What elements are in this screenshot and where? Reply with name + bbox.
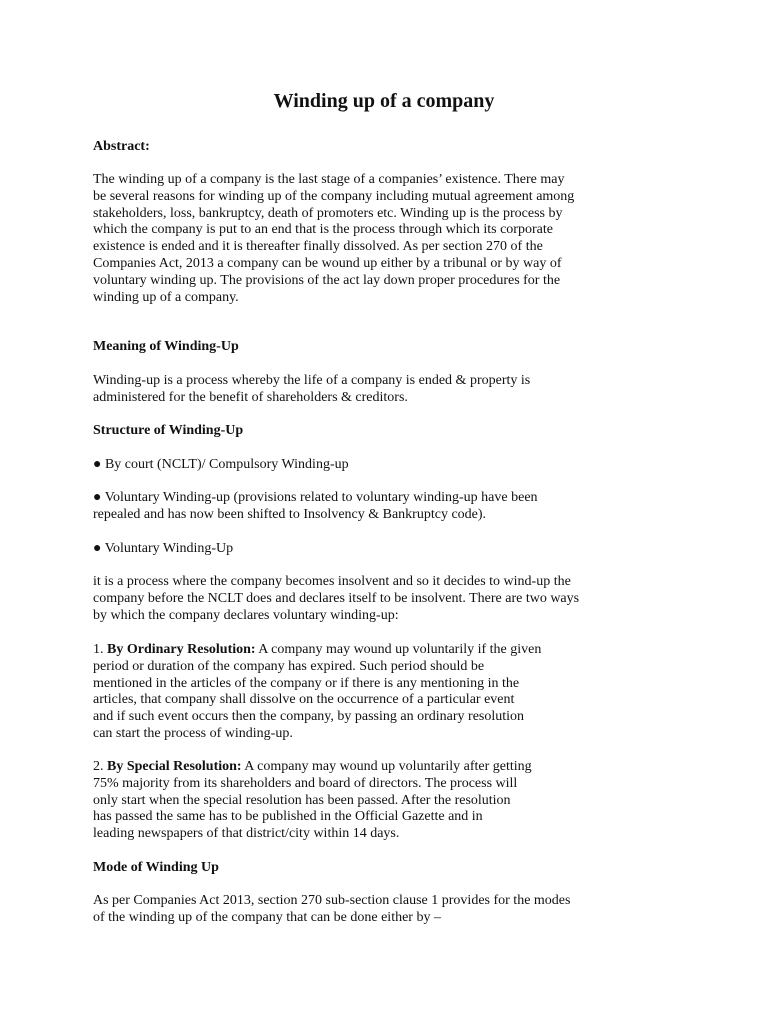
abstract-line: Companies Act, 2013 a company can be wound up either by a tribunal or by way of <box>93 255 562 271</box>
special-resolution-item <box>93 759 653 843</box>
ordinary-line: articles, that company shall dissolve on the occurrence of a particular event <box>93 692 515 708</box>
meaning-line: administered for the benefit of shareholders & creditors. <box>93 389 408 405</box>
abstract-paragraph <box>93 172 653 306</box>
meaning-line: Winding-up is a process whereby the life of a company is ended & property is <box>93 373 531 388</box>
special-line: only start when the special resolution has been passed. After the resolution <box>93 792 511 808</box>
special-line: 75% majority from its shareholders and board of directors. The process will <box>93 775 518 791</box>
structure-heading: Structure of Winding-Up <box>93 423 244 438</box>
special-label: By Special Resolution: <box>107 759 242 774</box>
abstract-line: The winding up of a company is the last stage of a companies’ existence. There may <box>93 172 565 187</box>
special-first-line <box>93 759 653 776</box>
ordinary-resolution-item <box>93 642 653 743</box>
ordinary-line: and if such event occurs then the company, by passing an ordinary resolution <box>93 709 525 725</box>
abstract-line: which the company is put to an end that is the process through which its corporate <box>93 222 553 238</box>
abstract-line: existence is ended and it is thereafter finally dissolved. As per section 270 of the <box>93 239 543 255</box>
meaning-paragraph <box>93 373 653 407</box>
special-line: has passed the same has to be published in the Official Gazette and in <box>93 809 483 825</box>
voluntary-paragraph <box>93 574 653 624</box>
ordinary-number: 1. <box>93 642 107 657</box>
ordinary-line: mentioned in the articles of the company or if there is any mentioning in the <box>93 675 520 691</box>
mode-paragraph <box>93 893 653 927</box>
abstract-line: stakeholders, loss, bankruptcy, death of promoters etc. Winding up is the process by <box>93 205 563 221</box>
abstract-line: voluntary winding up. The provisions of the act lay down proper procedures for the <box>93 272 561 288</box>
mode-heading: Mode of Winding Up <box>93 860 219 875</box>
bullet-voluntary: ● Voluntary Winding-Up <box>93 541 234 556</box>
special-line: leading newspapers of that district/city within 14 days. <box>93 826 400 842</box>
ordinary-first-text: A company may wound up voluntarily if the given <box>255 642 542 657</box>
meaning-heading: Meaning of Winding-Up <box>93 339 239 354</box>
special-first-text: A company may wound up voluntarily after getting <box>241 759 532 774</box>
bullet-line: repealed and has now been shifted to Insolvency & Bankruptcy code). <box>93 506 487 522</box>
bullet-line: ● Voluntary Winding-up (provisions related to voluntary winding-up have been <box>93 490 538 505</box>
special-number: 2. <box>93 759 107 774</box>
ordinary-label: By Ordinary Resolution: <box>107 642 256 657</box>
bullet-compulsory: ● By court (NCLT)/ Compulsory Winding-up <box>93 457 349 472</box>
bullet-voluntary-repealed <box>93 490 653 524</box>
abstract-line: be several reasons for winding up of the company including mutual agreement among <box>93 188 575 204</box>
voluntary-line: it is a process where the company becomes insolvent and so it decides to wind-up the <box>93 574 571 589</box>
document-title: Winding up of a company <box>273 90 495 112</box>
ordinary-line: can start the process of winding-up. <box>93 725 293 741</box>
abstract-line: winding up of a company. <box>93 289 239 305</box>
ordinary-first-line <box>93 642 653 659</box>
abstract-heading: Abstract: <box>93 139 150 154</box>
mode-line: of the winding up of the company that can be done either by – <box>93 909 441 925</box>
mode-line: As per Companies Act 2013, section 270 sub-section clause 1 provides for the modes <box>93 893 571 908</box>
ordinary-line: period or duration of the company has expired. Such period should be <box>93 658 485 674</box>
voluntary-line: by which the company declares voluntary winding-up: <box>93 607 399 623</box>
voluntary-line: company before the NCLT does and declares itself to be insolvent. There are two ways <box>93 590 580 606</box>
